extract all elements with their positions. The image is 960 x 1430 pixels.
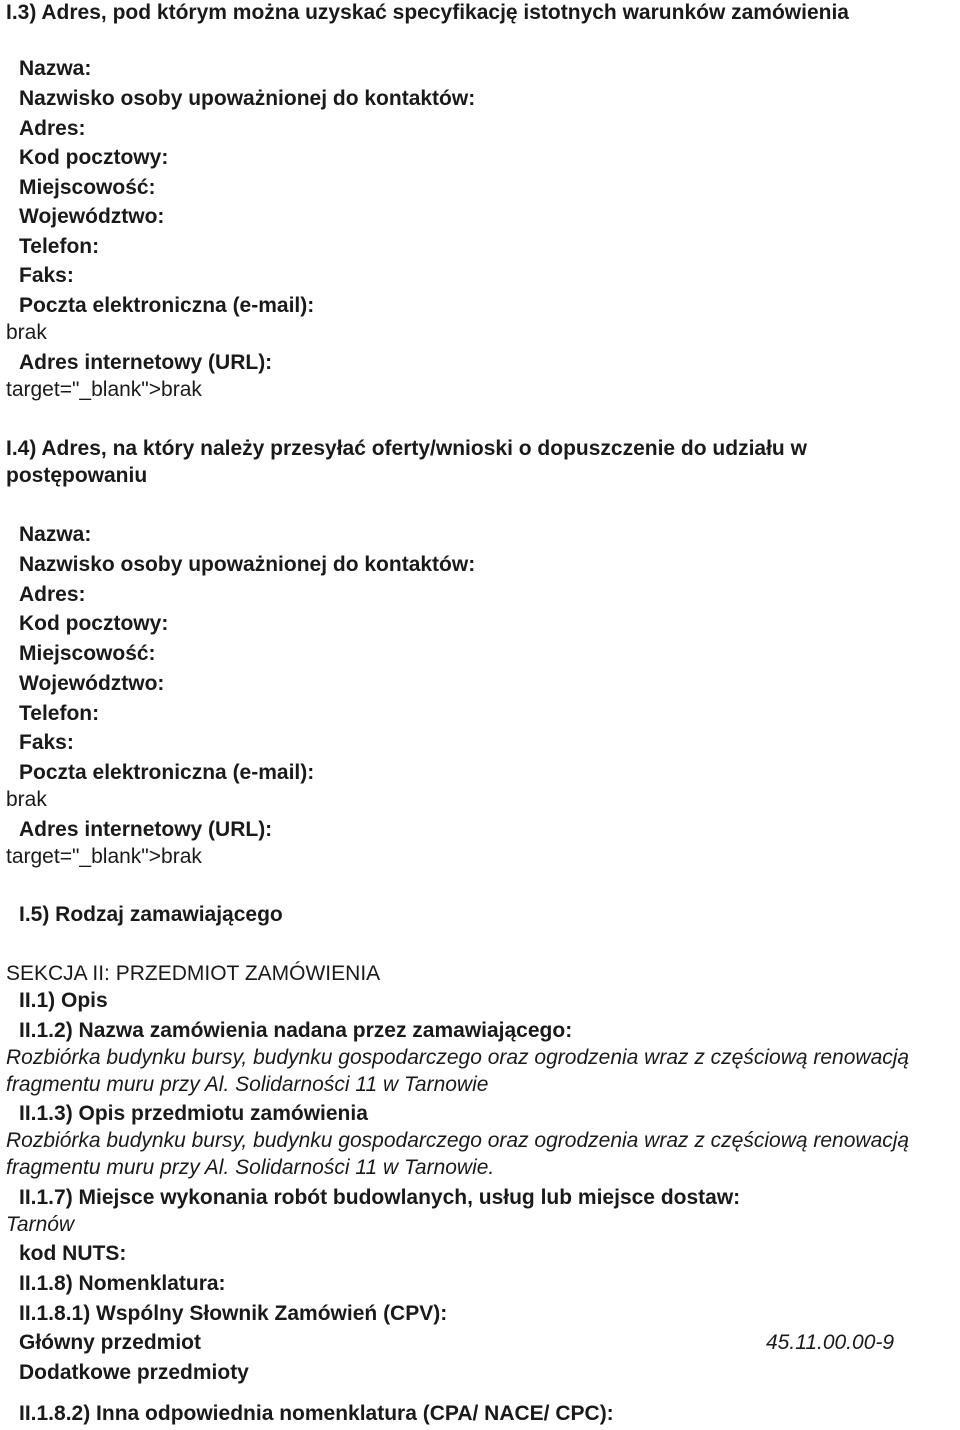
heading-ii-1-3: II.1.3) Opis przedmiotu zamówienia [19,1102,368,1125]
value-nazwa-zamowienia-line1: Rozbiórka budynku bursy, budynku gospodarczego oraz ogrodzenia wraz z częściową renowacją [6,1046,910,1069]
value-url: target="_blank">brak [6,378,202,401]
label-faks: Faks: [19,264,74,287]
value-nazwa-zamowienia-line2: fragmentu muru przy Al. Solidarności 11 w Tarnowie [6,1073,489,1096]
section-heading-i4-line1: I.4) Adres, na który należy przesyłać oferty/wnioski o dopuszczenie do udziału w [6,437,807,460]
label-kod-pocztowy: Kod pocztowy: [19,612,169,635]
value-email: brak [6,321,47,344]
heading-ii-1-2: II.1.2) Nazwa zamówienia nadana przez zamawiającego: [19,1019,573,1042]
label-email: Poczta elektroniczna (e-mail): [19,761,315,784]
label-adres: Adres: [19,117,86,140]
heading-ii-1-8-1: II.1.8.1) Wspólny Słownik Zamówień (CPV): [19,1302,448,1325]
label-miejscowosc: Miejscowość: [19,176,156,199]
section-title-ii: SEKCJA II: PRZEDMIOT ZAMÓWIENIA [6,962,381,985]
section-heading-i5: I.5) Rodzaj zamawiającego [19,903,283,926]
value-opis-line1: Rozbiórka budynku bursy, budynku gospodarczego oraz ogrodzenia wraz z częściową renowacją [6,1129,910,1152]
value-email: brak [6,788,47,811]
label-wojewodztwo: Województwo: [19,672,165,695]
label-miejscowosc: Miejscowość: [19,642,156,665]
label-kod-nuts: kod NUTS: [19,1242,127,1265]
value-miejsce: Tarnów [6,1213,75,1236]
label-glowny-przedmiot: Główny przedmiot [19,1331,202,1354]
label-telefon: Telefon: [19,235,100,258]
label-nazwa: Nazwa: [19,57,92,80]
value-url: target="_blank">brak [6,845,202,868]
label-telefon: Telefon: [19,702,100,725]
label-faks: Faks: [19,731,74,754]
section-heading-i4-line2: postępowaniu [6,464,148,487]
label-email: Poczta elektroniczna (e-mail): [19,294,315,317]
label-url: Adres internetowy (URL): [19,818,273,841]
heading-ii-1-7: II.1.7) Miejsce wykonania robót budowlanych, usług lub miejsce dostaw: [19,1186,741,1209]
section-heading-i3: I.3) Adres, pod którym można uzyskać specyfikację istotnych warunków zamówienia [6,1,849,24]
heading-ii-1: II.1) Opis [19,989,108,1012]
label-adres: Adres: [19,583,86,606]
label-wojewodztwo: Województwo: [19,205,165,228]
heading-ii-1-8: II.1.8) Nomenklatura: [19,1272,226,1295]
label-url: Adres internetowy (URL): [19,351,273,374]
label-nazwisko: Nazwisko osoby upoważnionej do kontaktów: [19,553,476,576]
label-nazwisko: Nazwisko osoby upoważnionej do kontaktów: [19,87,476,110]
heading-ii-1-8-2: II.1.8.2) Inna odpowiednia nomenklatura (CPA/ NACE/ CPC): [19,1402,614,1425]
value-cpv-code: 45.11.00.00-9 [766,1331,895,1354]
value-opis-line2: fragmentu muru przy Al. Solidarności 11 w Tarnowie. [6,1156,495,1179]
label-dodatkowe-przedmioty: Dodatkowe przedmioty [19,1361,249,1384]
label-kod-pocztowy: Kod pocztowy: [19,146,169,169]
label-nazwa: Nazwa: [19,523,92,546]
